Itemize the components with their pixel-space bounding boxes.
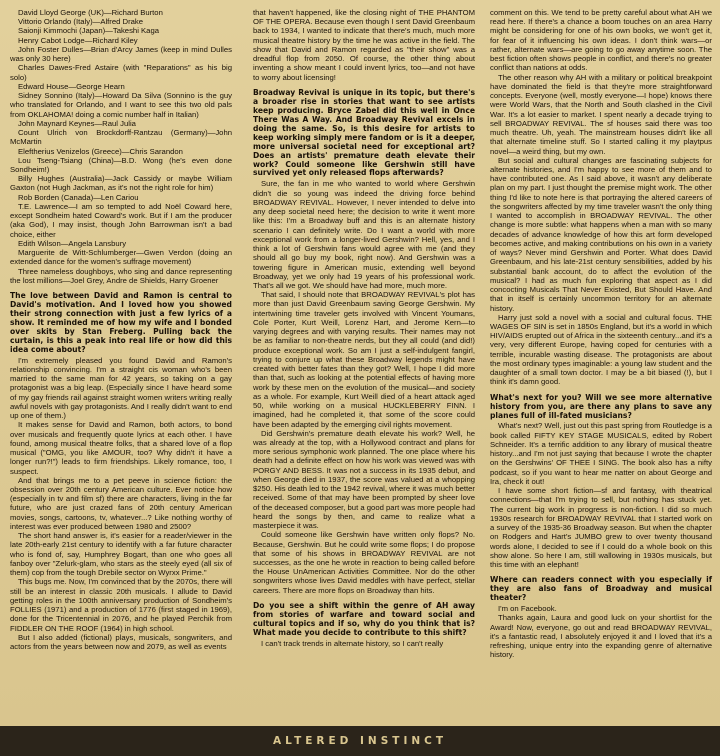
paragraph: That said, I should note that BROADWAY REVIVAL's plot has more than just David Greenbaum saving George Gershwin. My intertwining time traveler gets involved with Vincent Youmans, Cole Porter, Kurt Weill, Lorenz Hart, and Jerome Kern—to varying degrees and with varying results. Their names may not be as familiar to non-theatre nerds, but they all could (and did!) produce exceptional work. So am I just a self-indulgent fangirl, trying to conjure up what these Broadway legends might have created with better fates than they got? Well, I hope I did more than that, such as looking at the potential effects of having more work by these men on the evolution of the musical—and society as a whole. For example, Kurt Weill died of a heart attack aged 50, while working on a musical HUCKLEBERRY FINN. I imagined, had he completed it, that some of the score could have been adapted by the emerging civil rights movement. [253,290,475,429]
page-footer [0,726,720,756]
cast-list-item: David Lloyd George (UK)—Richard Burton [18,8,163,17]
paragraph: Harry just sold a novel with a social and cultural focus. THE WAGES OF SIN is set in 1850s England, but it's a world in which HIV/AIDS erupted out of Africa in the sixteenth century...and it's a very, very different Europe, having coped for centuries with a terrible, incurable wasting disease. The protagonists are about the most ordinary types imaginable: a young law student and the daughter of a small town doctor. I may be a bit biased (!), but I think it's damn good. [490,312,712,387]
interview-question: Do you see a shift within the genre of AH away from stories of warfare and toward social and cultural topics and if so, why do you think that is? What made you decide to contribute to this shift? [253,600,475,637]
paragraph: comment on this. We tend to be pretty careful about what AH we read here. If there's a chance a boom touches on an area Harry might be considering for one of his own books, we won't get it, for fear of it influencing his own ideas. I don't think wars—or rather, alternate wars—are going to go away anytime soon. The best fiction often shows people in conflict, and there's no greater conflict than nations at odds. [490,8,712,73]
paragraph: that haven't happened, like the closing night of THE PHANTOM OF THE OPERA. Because even though I sent David Greenbaum back to 1934, I wanted to indicate that there's much, much more musical theatre history by the time he was active in the field. The show that David and Ramon regarded as "their show" was a dreadful flop from 2050. Of course, the other thing about inventing a show meant I could invent lyrics, too—and not have to worry about licensing! [253,8,475,82]
magazine-title: ALTERED INSTINCT [272,735,448,747]
cast-list-item: Edward House—George Hearn [18,81,125,91]
cast-list-item: Eleftherius Venizelos (Greece)—Chris Sarandon [18,146,183,156]
paragraph: But I also added (fictional) plays, musicals, songwriters, and actors from the years between now and 2079, as well as events [10,632,232,651]
paragraph: I'm extremely pleased you found David and Ramon's relationship convincing. I'm a straight cis woman who's been married to the same man for 42 years, so taking on a gay protagonist was a big leap. (Especially since I have heard some of my gay friends rail against straight women writers writing really awful novels with gay protagonists. And I really didn't want to end up one of them.) [10,355,232,421]
cast-list-item: John Foster Dulles—Brian d'Arcy James (keep in mind Dulles was only 30 here) [10,44,232,64]
paragraph: The short hand answer is, it's easier for a reader/viewer in the late 20th-early 21st century to identify with a far future character who is fond of, say, Humphrey Bogart, than one who goes all fanboy over "Zelurk-glam, who stars as the steely eyed (all six of them) cop from the tough Drebile sector on Wyrxx Prime." [10,531,232,578]
interview-question: Where can readers connect with you especially if they are also fans of Broadway and musical theater? [490,575,712,603]
paragraph: It makes sense for David and Ramon, both actors, to bond over musicals and frequently quote lyrics at each other. I have found, among musical theatre folks, that a shared love of a flop musical ("OMG, you like AMOUR, too? Why didn't it have a longer run?!") leads to firm friendships. Likely romance, too, I suspect. [10,420,232,476]
cast-list-item: Vittorio Orlando (Italy)—Alfred Drake [18,17,144,27]
cast-list-item: John Maynard Keynes—Raul Julia [18,118,136,128]
cast-list-item: Charles Dawes-Fred Astaire (with "Reparations" as his big solo) [10,63,232,82]
paragraph: I can't track trends in alternate history, so I can't really [261,638,444,648]
column-1 [10,8,232,651]
interview-question: What's next for you? Will we see more alternative history from you, are there any plans to save any planes full of ill-fated musicians? [490,392,712,420]
interview-question: Broadway Revival is unique in its topic, but there's a broader rise in stories that want to see artists keep producing. Bryce Zabel did this well in Once There Was A Way. And Broadway Revival excels in doing the same. So, is this desire for artists to keep working simply mere fandom or is it a deeper, more universal societal need for exceptional art? Does an artists' premature death elevate their work? Could someone like Gershwin still have survived yet only released flops afterwards? [253,87,475,178]
cast-list-item: Count Ulrich von Brockdorff-Rantzau (Germany)—John McMartin [10,128,232,147]
cast-list-item: Lou Tseng-Tsiang (China)—B.D. Wong (he's even done Sondheim!) [10,155,232,174]
paragraph: I have some short fiction—sf and fantasy, with theatrical connections—that I'm trying to sell, but nothing has stuck yet. The current big work in progress is non-fiction. I did so much 1930s research for BROADWAY REVIVAL that I started work on a survey of the 1935-36 Broadway season. But when the chapter on Rodgers and Hart's JUMBO grew to over twenty thousand words alone, I decided to see if I could do a whole book on this show alone. So here I am, still wallowing in 1930s musicals, but this time with an elephant! [490,486,712,569]
cast-list-item: Edith Wilson—Angela Lansbury [18,238,127,248]
column-3 [490,8,712,659]
paragraph: The other reason why AH with a military or political breakpoint have dominated the field is that they're more straightforward concepts. Everyone (well, mostly everyone—I hope) knows there were World Wars, that the North and South clashed in the Civil War. It's a lot easier to market. I spent nearly a decade trying to sell BROADWAY REVIVAL. The sf houses said there was too much theatre. Uh, yeah. The mainstream houses didn't like all that alternate timeline stuff. So I started calling it my playtpus novel—a weird thing, but my own. [490,72,712,156]
paragraph: This bugs me. Now, I'm convinced that by the 2070s, there will still be an interest in classic 20th musicals. I allude to David getting roles in the 100th anniversary production of Sondheim's FOLLIES (1971) and a production of 1776 (first staged in 1969), done for the Tricentennial in 2076, and he played Perchik from FIDDLER ON THE ROOF (1964) in high school. [10,577,232,633]
paragraph: I'm on Facebook. [498,604,557,614]
cast-list-item: Marguerite de Witt-Schlumberger—Gwen Verdon (doing an extended dance for the women's suffrage movement) [10,248,232,267]
cast-list-item: Billy Hughes (Australia)—Jack Cassidy or maybe William Gaxton (not Hugh Jackman, as it's not the right role for him) [10,174,232,193]
cast-list-item: T.E. Lawrence—I am so tempted to add Noël Coward here, except Sondheim hated Coward's work. But if I am the producer (aka God), I may insist, though John Barrowman isn't a bad choice, either [10,201,232,239]
paragraph: And that brings me to a pet peeve in science fiction: the obsession over 20th century American culture. Ever notice how (especially in tv and film sf) there are characters, living in the far future, who are just crazed fans of 20th century American movies, songs, cartoons, tv, whatever...? Like nothing worthy of interest was ever produced between 1980 and 2500? [10,475,232,531]
column-2 [253,8,475,648]
cast-list-item: Henry Cabot Lodge—Richard Kiley [18,35,138,45]
paragraph: Sure, the fan in me who wanted to world where Gershwin didn't die so young was indeed the driving force behind BROADWAY REVIVAL. However, I never intended to delve into any deep societal need here; the decision to write it went more like this: I'm a Broadway buff and this is an alternate history scenario I can definitely write. Do I want a world with more exceptional work from a longer-lived Gershwin? Hell, yes, and I think a lot of Gershwin fans would agree with me (and they should all go buy my book, right now). And Gershwin was a towering figure in American music, extending well beyond Broadway, yet we only had 19 years of his professional work. That's all we got. We should have had more, much more. [253,179,475,290]
cast-list-item: Rob Borden (Canada)—Len Cariou [18,192,139,202]
paragraph: Did Gershwin's premature death elevate his work? Well, he was already at the top, with a Hollywood contract and plans for more serious symphonic work planned. The one place where his death had a definite effect on how his work was viewed was with PORGY AND BESS. It was not a success in its 1935 debut, and when George died in 1937, the score was valued at a whopping $250. His death led to the 1942 revival, where it was much better received. Some of that may have been prompted by sheer love of the deceased composer, but a good part was more people had heard the songs by then, and came to realize what a masterpiece it was. [253,428,475,531]
paragraph: But social and cultural changes are fascinating subjects for alternate histories, and I'm happy to see more of them and to have contributed one. As I said above, it wasn't any deliberate plan on my part. I just thought the premise might work. The other thing I'd like to note here is that portraying the altered careers of the songwriters affected by my time traveler wasn't the only thing I wanted to accomplish in BROADWAY REVIVAL. The other change is more subtle: what happens when a man with so many decades of advance knowledge of how this art form developed becomes active, and making contributions on his own in a variety of ways? Never mind Gershwin and Porter. What does David Greenbaum, and his late-21st century sensibilities, added by his substantial bank account, do to affect the evolution of the musical? I had as much fun exploring that aspect as I did concocting Musicals That Never Existed, But Should Have. And that in itself is certainly uncommon territory for an alternate history. [490,155,712,313]
cast-list-item: Sidney Sonnino (Italy)—Howard Da Silva (Sonnino is the guy who translated for Orlando, and I want to see this two old pals from OKLAHOMA! doing a comic number half in Italian) [10,91,232,119]
paragraph: What's next? Well, just out this past spring from Routledge is a book called FIFTY KEY STAGE MUSICALS, edited by Robert Schneider. It's a terrific addition to any library of musical theatre history...and I'm not just saying that because I wrote the chapter on the Gershwins' OF THEE I SING. The book also has a nifty podcast, so if you want to hear me natter on about George and Ira, check it out! [490,421,712,486]
paragraph: Thanks again, Laura and good luck on your shortlist for the Award! Now, everyone, go out and read BROADWAY REVIVAL, it's a fantastic read, I absolutely enjoyed it and I loved that it's a refreshing, unique entry into the expanding genre of alternative history. [490,613,712,660]
cast-list-item: Saionji Kimmochi (Japan)—Takeshi Kaga [18,26,160,36]
cast-list-item: Three nameless doughboys, who sing and dance representing the lost millions—Joel Grey, Andre de Shields, Harry Groener [10,266,232,285]
paragraph: Could someone like Gershwin have written only flops? No. Because, Gershwin. But he could write some flops; I do propose that some of his shows in BROADWAY REVIVAL are not successes, as the one he wrote in reaction to being called before the House UnAmerican Activities Committee. Nor do the other songwriters whose lives David meddles with have perfect, stellar careers. There are more flops on Broadway than hits. [253,530,475,595]
interview-question: The love between David and Ramon is central to David's motivation. And I loved how you showed their strong connection with just a few lyrics of a show. It reminded me of how my wife and I bonded over skits by Stan Freberg. Pulling back the curtain, is this a peak into real life or how did this idea come about? [10,291,232,354]
